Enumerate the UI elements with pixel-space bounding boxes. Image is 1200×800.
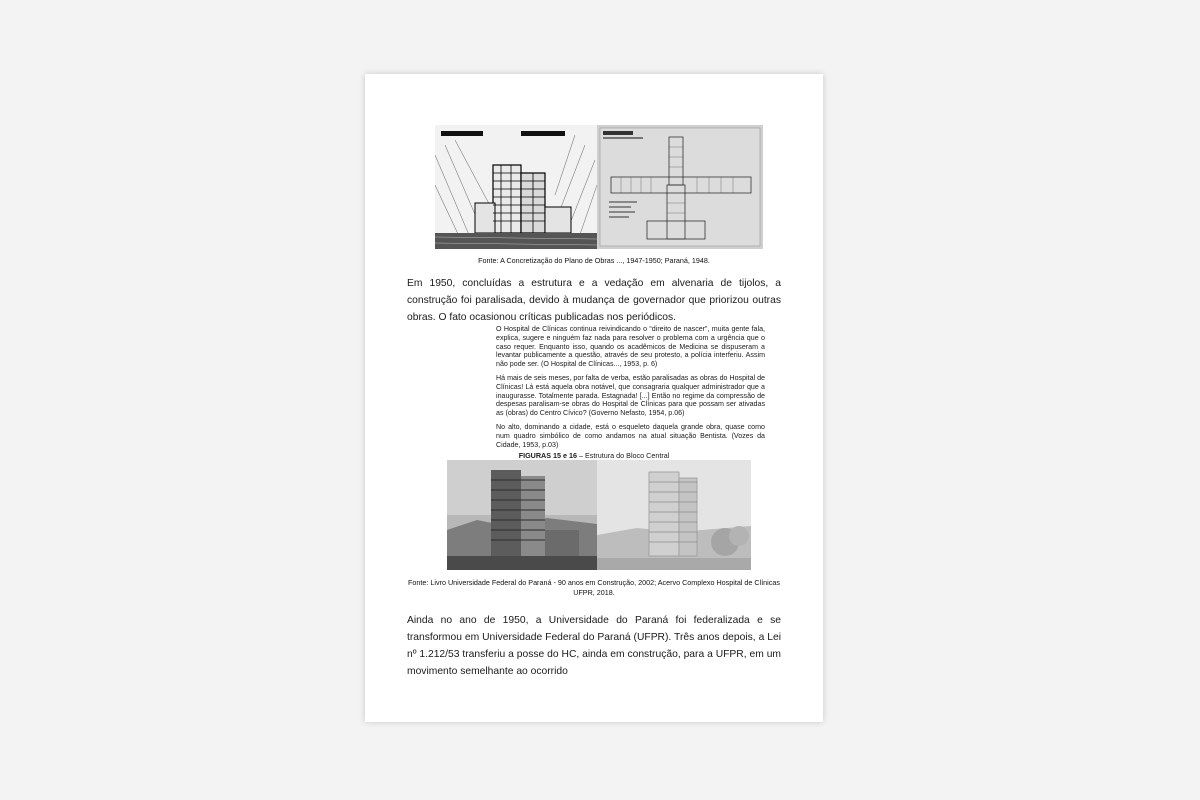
figure-top-caption: Fonte: A Concretização do Plano de Obras ..., 1947-1950; Paraná, 1948. (478, 256, 710, 265)
paragraph-2: Ainda no ano de 1950, a Universidade do Paraná foi federalizada e se transformou em Universidade Federal do Paraná (UFPR). Três anos depois, a Lei nº 1.212/53 transferiu a posse do HC, ainda em construção, para a UFPR, em um movimento semelhante ao ocorrido (407, 615, 781, 677)
figure-building-photos (447, 460, 751, 570)
block-quote-2: Há mais de seis meses, por falta de verba, estão paralisadas as obras do Hospital de Clínicas! Lá está aquela obra notável, que consagraria qualquer administrador que a inaugurasse. Totalmente parada. Estagnada! [...] Então no regime da compressão de despesas paralisam-se obras do Hospital de Clínicas para que possam ser ativadas as (obras) do Centro Cívico? (Governo Nefasto, 1954, p.06) (496, 374, 765, 418)
figures-15-16-title (365, 451, 823, 460)
structure-photo-2 (597, 460, 751, 570)
structure-photo-1 (447, 460, 597, 570)
block-quote-1: O Hospital de Clínicas continua reivindicando o “direito de nascer”, muita gente fala, explica, sugere e ninguém faz nada para resolver o problema com a urgência que o caso requer. Enquanto isso, quando os acadêmicos de Medicina se dispuseram a levantar publicamente a questão, através de seu protesto, a polícia interferiu. Assim não pode ser. (O Hospital de Clínicas..., 1953, p. 6) (496, 325, 765, 369)
block-quote-3: No alto, dominando a cidade, está o esqueleto daquela grande obra, quase como num quadro simbólico de como andamos na atual situação Bentista. (Vozes da Cidade, 1953, p.03) (496, 423, 765, 449)
hospital-perspective-sketch (435, 125, 597, 249)
hospital-floor-plan (597, 125, 763, 249)
document-page (365, 74, 823, 722)
figure-bottom-caption: Fonte: Livro Universidade Federal do Paraná - 90 anos em Construção, 2002; Acervo Complexo Hospital de Clínicas UFPR, 2018. (408, 578, 780, 597)
figure-title-rest: – Estrutura do Bloco Central (577, 451, 670, 460)
figure-title-bold: FIGURAS 15 e 16 (518, 451, 578, 460)
figure-hospital-drawings (435, 125, 763, 249)
paragraph-1: Em 1950, concluídas a estrutura e a vedação em alvenaria de tijolos, a construção foi paralisada, devido à mudança de governador que priorizou outras obras. O fato ocasionou críticas publicadas nos periódicos. (407, 278, 781, 323)
